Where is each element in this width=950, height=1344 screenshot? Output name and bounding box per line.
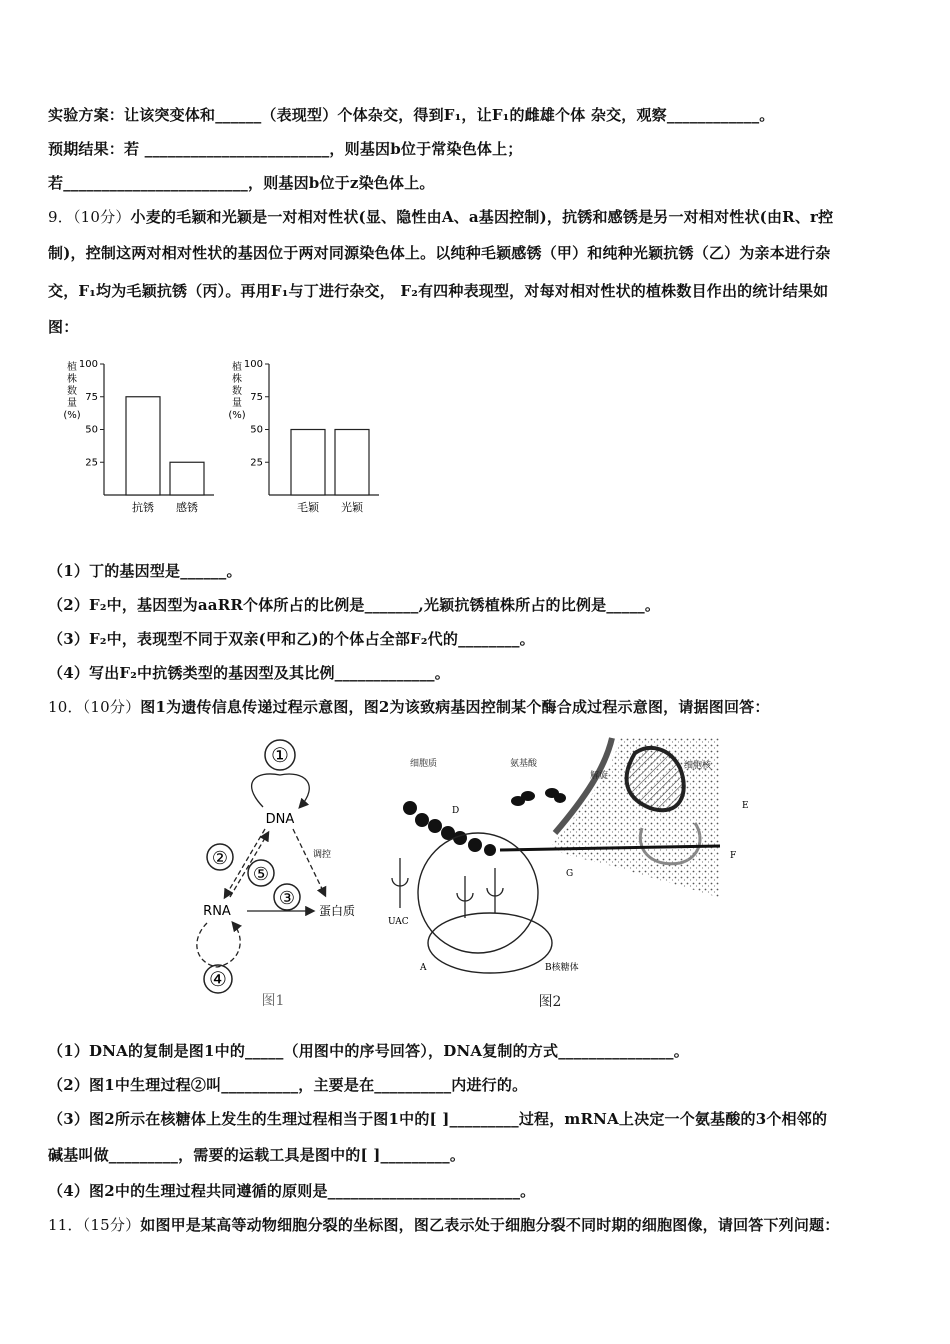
fig2-dna-helix (627, 748, 684, 810)
fig1-dna: DNA (265, 812, 295, 827)
fig2-ribosome-label: B核糖体 (545, 963, 579, 973)
text-line-3: 若________________________，则基因b位于z染色体上。 (48, 174, 435, 192)
bar-感锈 (170, 462, 204, 495)
fig1-label-1: ① (271, 743, 289, 767)
q9-sub-1: （1）丁的基因型是______。 (48, 562, 242, 580)
q9-sub-2: （2）F₂中，基因型为aaRR个体所占的比例是_______,光颖抗锈植株所占的比例是_____。 (48, 596, 661, 614)
fig1-label-4: ④ (209, 967, 227, 991)
y-tick-label: 50 (250, 424, 263, 436)
fig1-control-arrow (293, 829, 325, 895)
q9-line-a (48, 206, 833, 227)
fig1-caption: 图1 (261, 993, 285, 1009)
fig2-trnas (392, 858, 503, 918)
fig1-label-3: ③ (278, 888, 296, 909)
fig1-rna: RNA (203, 904, 231, 919)
q10-sub-2: （2）图1中生理过程②叫__________，主要是在__________内进行的。 (48, 1076, 528, 1094)
y-axis-label-part: 量 (67, 398, 77, 409)
y-tick-label: 25 (85, 457, 98, 469)
figure-2 (380, 738, 749, 1018)
fig2-label-F: F (730, 851, 737, 861)
q11-line-a (48, 1214, 840, 1235)
q9-text-a: 小麦的毛颖和光颖是一对相对性状(显、隐性由A、a基因控制)，抗锈和感锈是另一对相对性状(由R、r控 (130, 208, 834, 226)
q9-line-b: 制)，控制这两对相对性状的基因位于两对同源染色体上。以纯种毛颖感锈（甲）和纯种光颖抗锈（乙）为亲本进行杂 (48, 244, 831, 262)
q10-sub-3b: 碱基叫做_________，需要的运载工具是图中的[ ]_________。 (48, 1146, 466, 1164)
q11-number: 11．（15分） (48, 1216, 141, 1234)
y-tick-label: 100 (243, 359, 263, 370)
fig2-polypeptide (403, 801, 496, 856)
x-tick-label: 感锈 (176, 501, 198, 514)
fig2-caption: 图2 (538, 994, 562, 1010)
bar-抗锈 (126, 397, 160, 495)
y-axis-label-part: 数 (232, 386, 242, 397)
fig1-label-5: ⑤ (252, 864, 270, 885)
q9-number: 9．（10分） (48, 208, 131, 226)
fig2-nucleus-label: 细胞核 (684, 761, 712, 771)
y-tick-label: 50 (85, 424, 98, 436)
q9-sub-3: （3）F₂中，表现型不同于双亲(甲和乙)的个体占全部F₂代的________。 (48, 630, 535, 648)
text-line-1: 实验方案：让该突变体和______（表现型）个体杂交，得到F₁，让F₁的雌雄个体 杂交，观察____________。 (48, 106, 775, 124)
fig2-sub-label: 解旋 (590, 771, 609, 781)
fig2-anticodon: UAC (388, 917, 409, 927)
fig1-replication-arrow (252, 774, 310, 807)
fig1-ctrl: 调控 (313, 850, 332, 860)
y-axis-label-part: 株 (232, 374, 242, 385)
q10-number: 10．（10分） (48, 698, 141, 716)
y-tick-label: 75 (85, 391, 98, 403)
fig1-rna-replication-arrow (197, 923, 240, 967)
q10-text-a: 图1为遗传信息传递过程示意图，图2为该致病基因控制某个酶合成过程示意图，请据图回答： (140, 698, 770, 716)
y-axis-label-part: 植 (67, 362, 77, 373)
x-tick-label: 抗锈 (132, 501, 154, 514)
q10-sub-3a: （3）图2所示在核糖体上发生的生理过程相当于图1中的[ ]_________过程，mRNA上决定一个氨基酸的3个相邻的 (48, 1110, 828, 1128)
fig2-amino-acids (511, 788, 566, 806)
fig2-ribosome-small (428, 913, 552, 973)
figure-1 (185, 735, 375, 1015)
q9-sub-4: （4）写出F₂中抗锈类型的基因型及其比例_____________。 (48, 664, 450, 682)
q10-line-a (48, 696, 770, 717)
q11-text-a: 如图甲是某高等动物细胞分裂的坐标图，图乙表示处于细胞分裂不同时期的细胞图像，请回答下列问题： (140, 1216, 840, 1234)
q9-line-c: 交，F₁均为毛颖抗锈（丙）。再用F₁与丁进行杂交， F₂有四种表现型，对每对相对性状的植株数目作出的统计结果如 (48, 282, 829, 300)
bar-光颖 (335, 430, 369, 496)
q10-sub-1: （1）DNA的复制是图1中的_____（用图中的序号回答），DNA复制的方式_______________。 (48, 1042, 689, 1060)
y-axis-label-part: (%) (63, 410, 81, 421)
fig2-label-A: A (420, 963, 427, 973)
fig2-amino-label: 氨基酸 (510, 759, 538, 769)
y-axis-label-part: 植 (232, 362, 242, 373)
fig2-cytoplasm-label: 细胞质 (410, 759, 438, 769)
text-line-2: 预期结果：若 ________________________，则基因b位于常染色体上； (48, 140, 523, 158)
q9-line-d: 图： (48, 318, 79, 336)
y-axis-label-part: (%) (228, 410, 246, 421)
q10-sub-4: （4）图2中的生理过程共同遵循的原则是_________________________。 (48, 1182, 536, 1200)
fig2-label-D: D (452, 806, 460, 816)
fig2-label-E: E (742, 801, 749, 811)
y-axis-label-part: 量 (232, 398, 242, 409)
x-tick-label: 毛颖 (297, 501, 319, 514)
x-tick-label: 光颖 (341, 501, 363, 514)
fig1-label-2: ② (211, 848, 229, 869)
fig1-protein: 蛋白质 (319, 904, 356, 918)
q9-charts (58, 352, 378, 522)
y-tick-label: 75 (250, 391, 263, 403)
fig2-label-G: G (566, 869, 574, 879)
y-axis-label-part: 株 (67, 374, 77, 385)
bar-毛颖 (291, 430, 325, 496)
y-axis-label-part: 数 (67, 386, 77, 397)
y-tick-label: 100 (78, 359, 98, 370)
y-tick-label: 25 (250, 457, 263, 469)
